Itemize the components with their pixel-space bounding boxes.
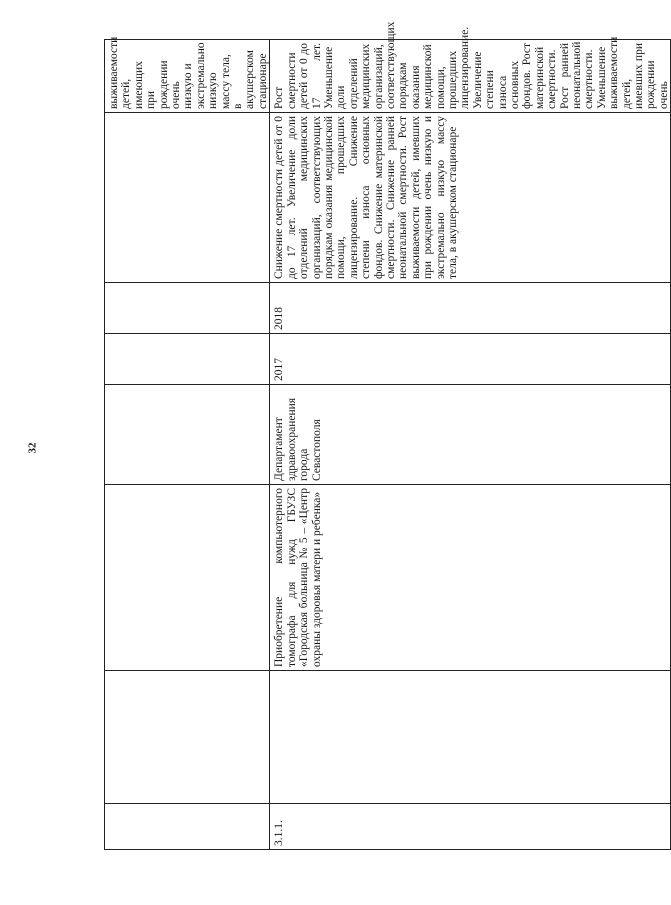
cell-empty	[105, 334, 270, 385]
expected-result: Снижение смертности детей от 0 до 17 лет. Увеличение доли отделений медицинских организаций, соответствующих порядкам оказания медицинской помощи, прошедших лицензирование. Снижение степени износа основных фондов. Снижение материнской смертности. Снижение ранней неонатальной смертности. Рост выживаемости детей, имевших при рождении очень низкую и экстремально низкую массу тела, в акушерском стационаре	[273, 116, 459, 279]
cell-start-year	[270, 334, 671, 385]
cell-expected-result	[270, 113, 671, 283]
cell-end-year	[270, 283, 671, 334]
cell-consequences	[270, 21, 671, 113]
end-year: 2018	[273, 307, 286, 330]
activity-code: 3.1.1.	[273, 820, 286, 846]
table-row-previous	[105, 40, 270, 850]
consequences-text: Рост смертности детей от 0 до 17 лет. Уменьшение доли отделений медицинских организаций, соответствующих порядкам оказания медицинской помощи, прошедших лицензирование. Увеличение степени износа основных фондов. Рост материнской смертности. Рост ранней неонатальной смертности. Уменьшение выживаемости детей, имевших при рождении очень	[273, 21, 670, 109]
start-year: 2017	[273, 358, 286, 381]
cell-executor	[270, 385, 671, 485]
document-table-area	[104, 21, 670, 850]
cell-name	[270, 485, 671, 671]
continuation-text: выживаемости детей, имеющих при рождении очень низкую и экстремально низкую массу тела, в акушерском стационаре	[108, 36, 269, 109]
cell-empty	[105, 671, 270, 804]
cell-empty	[105, 385, 270, 485]
cell-empty	[105, 804, 270, 850]
page-number: 32	[26, 442, 39, 454]
program-activities-table	[104, 21, 671, 850]
table-row-3-1-1	[270, 40, 671, 850]
activity-name: Приобретение компьютерного томографа для нужд ГБУЗС «Городская больница № 5 – «Центр охраны здоровья матери и ребенка»	[273, 488, 323, 667]
cell-continuation	[105, 36, 270, 113]
cell-empty	[105, 113, 270, 283]
cell-empty	[105, 283, 270, 334]
rotated-table-wrapper	[104, 21, 670, 850]
activity-executor: Департамент здравоохранения города Севастополя	[273, 397, 323, 481]
cell-empty	[270, 671, 671, 804]
cell-empty	[105, 485, 270, 671]
cell-code	[270, 804, 671, 850]
